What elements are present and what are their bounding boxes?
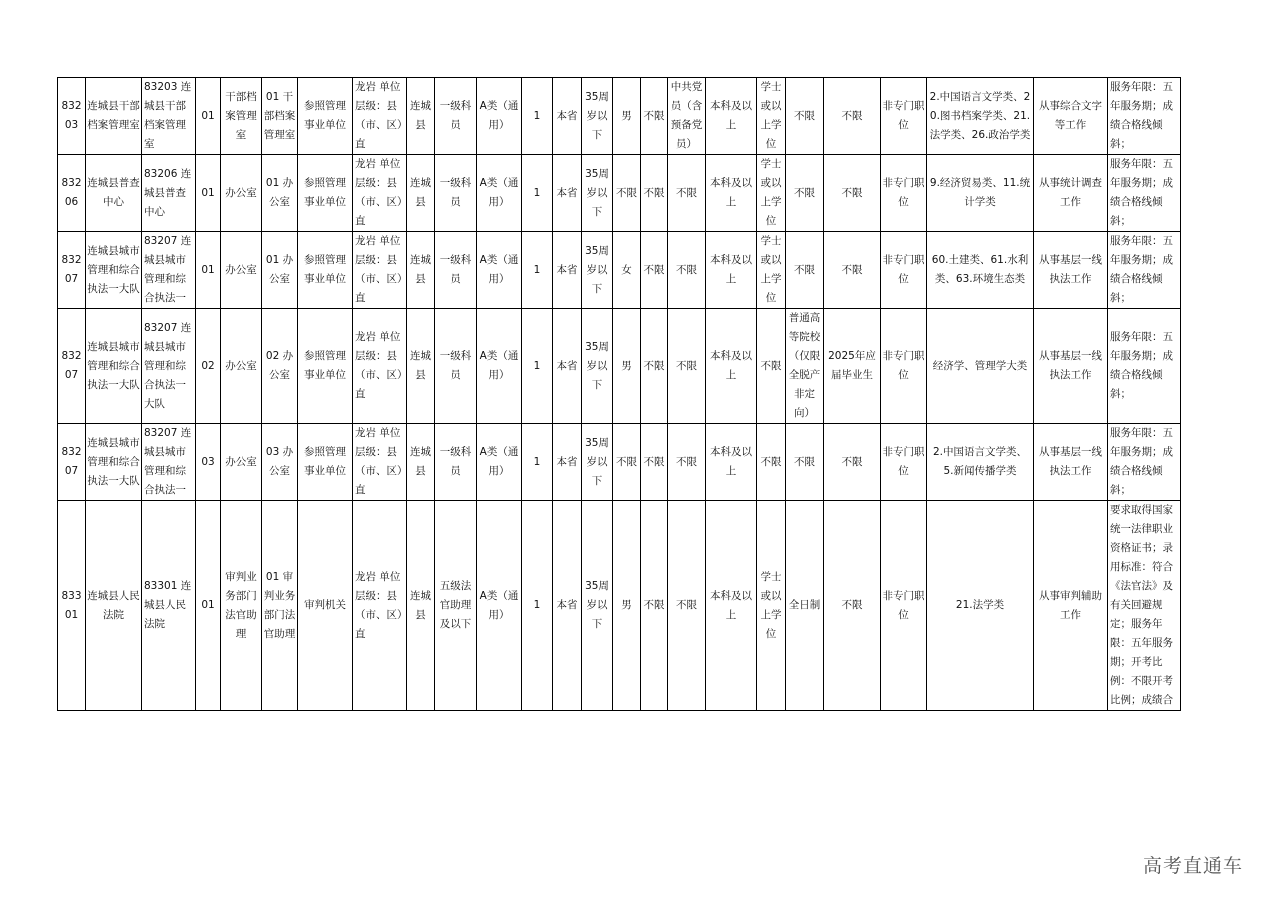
gender-cell: 女 (613, 232, 641, 309)
department-cell: 83301 连城县人民法院 (142, 501, 196, 711)
rank-cell: 一级科员 (435, 78, 477, 155)
unit-level-cell: 龙岩 单位层级：县（市、区）直 (353, 78, 407, 155)
gender-cell: 男 (613, 78, 641, 155)
education-cell: 本科及以上 (706, 501, 757, 711)
district-cell: 连城县 (407, 232, 435, 309)
ethnicity-cell: 不限 (641, 155, 668, 232)
politics-cell: 不限 (668, 232, 706, 309)
position-nature-cell: 非专门职位 (881, 155, 927, 232)
department-cell: 83206 连城县普查中心 (142, 155, 196, 232)
unit-type-cell: 参照管理事业单位 (298, 232, 353, 309)
hire-count-cell: 1 (522, 78, 553, 155)
education-cell: 本科及以上 (706, 232, 757, 309)
unit-level-cell: 龙岩 单位层级：县（市、区）直 (353, 501, 407, 711)
unit-code-cell: 83207 (58, 232, 86, 309)
hire-count-cell: 1 (522, 309, 553, 424)
duty-cell: 从事基层一线执法工作 (1034, 232, 1108, 309)
position-code-cell: 01 办公室 (262, 232, 298, 309)
major-cell: 9.经济贸易类、11.统计学类 (927, 155, 1034, 232)
position-seq-cell: 01 (196, 232, 221, 309)
unit-code-cell: 83207 (58, 309, 86, 424)
unit-name-cell: 连城县普查中心 (86, 155, 142, 232)
graduate-requirement-cell: 2025年应届毕业生 (824, 309, 881, 424)
unit-type-cell: 审判机关 (298, 501, 353, 711)
position-nature-cell: 非专门职位 (881, 501, 927, 711)
position-seq-cell: 01 (196, 78, 221, 155)
position-seq-cell: 01 (196, 155, 221, 232)
duty-cell: 从事审判辅助工作 (1034, 501, 1108, 711)
unit-level-cell: 龙岩 单位层级：县（市、区）直 (353, 424, 407, 501)
school-type-cell: 不限 (786, 78, 824, 155)
table-row (58, 309, 1181, 424)
graduate-requirement-cell: 不限 (824, 78, 881, 155)
unit-level-cell: 龙岩 单位层级：县（市、区）直 (353, 155, 407, 232)
degree-cell: 不限 (757, 309, 786, 424)
watermark-text: 高考直通车 (1143, 855, 1244, 877)
unit-code-cell: 83206 (58, 155, 86, 232)
notes-cell: 服务年限：五年服务期；成绩合格线倾斜； (1108, 78, 1181, 155)
table-row (58, 78, 1181, 155)
graduate-requirement-cell: 不限 (824, 155, 881, 232)
rank-cell: 一级科员 (435, 309, 477, 424)
position-name-cell: 审判业务部门法官助理 (221, 501, 262, 711)
major-cell: 21.法学类 (927, 501, 1034, 711)
recruitment-table (57, 77, 1181, 711)
unit-code-cell: 83203 (58, 78, 86, 155)
degree-cell: 学士或以上学位 (757, 232, 786, 309)
unit-name-cell: 连城县人民法院 (86, 501, 142, 711)
rank-cell: 一级科员 (435, 424, 477, 501)
age-cell: 35周岁以下 (582, 309, 613, 424)
politics-cell: 不限 (668, 424, 706, 501)
position-code-cell: 01 干部档案管理室 (262, 78, 298, 155)
unit-name-cell: 连城县城市管理和综合执法一大队 (86, 424, 142, 501)
position-code-cell: 03 办公室 (262, 424, 298, 501)
ethnicity-cell: 不限 (641, 424, 668, 501)
notes-cell: 服务年限：五年服务期；成绩合格线倾斜； (1108, 155, 1181, 232)
unit-type-cell: 参照管理事业单位 (298, 78, 353, 155)
notes-cell: 要求取得国家统一法律职业资格证书；录用标准：符合《法官法》及有关回避规定；服务年限：五年服务期；开考比例：不限开考比例；成绩合 (1108, 501, 1181, 711)
unit-type-cell: 参照管理事业单位 (298, 155, 353, 232)
department-cell: 83207 连城县城市管理和综合执法一 (142, 424, 196, 501)
politics-cell: 不限 (668, 155, 706, 232)
hire-count-cell: 1 (522, 155, 553, 232)
district-cell: 连城县 (407, 155, 435, 232)
district-cell: 连城县 (407, 78, 435, 155)
graduate-requirement-cell: 不限 (824, 232, 881, 309)
age-cell: 35周岁以下 (582, 424, 613, 501)
rank-cell: 一级科员 (435, 155, 477, 232)
unit-code-cell: 83207 (58, 424, 86, 501)
position-name-cell: 办公室 (221, 232, 262, 309)
hire-count-cell: 1 (522, 501, 553, 711)
unit-name-cell: 连城县城市管理和综合执法一大队 (86, 232, 142, 309)
position-code-cell: 01 审判业务部门法官助理 (262, 501, 298, 711)
origin-cell: 本省 (553, 155, 582, 232)
position-seq-cell: 02 (196, 309, 221, 424)
degree-cell: 学士或以上学位 (757, 501, 786, 711)
age-cell: 35周岁以下 (582, 501, 613, 711)
gender-cell: 男 (613, 309, 641, 424)
graduate-requirement-cell: 不限 (824, 424, 881, 501)
origin-cell: 本省 (553, 78, 582, 155)
degree-cell: 学士或以上学位 (757, 155, 786, 232)
notes-cell: 服务年限：五年服务期；成绩合格线倾斜； (1108, 424, 1181, 501)
department-cell: 83207 连城县城市管理和综合执法一大队 (142, 309, 196, 424)
politics-cell: 中共党员（含预备党员） (668, 78, 706, 155)
ethnicity-cell: 不限 (641, 232, 668, 309)
position-name-cell: 办公室 (221, 309, 262, 424)
duty-cell: 从事综合文字等工作 (1034, 78, 1108, 155)
graduate-requirement-cell: 不限 (824, 501, 881, 711)
unit-type-cell: 参照管理事业单位 (298, 309, 353, 424)
major-cell: 2.中国语言文学类、5.新闻传播学类 (927, 424, 1034, 501)
gender-cell: 男 (613, 501, 641, 711)
major-cell: 60.土建类、61.水利类、63.环境生态类 (927, 232, 1034, 309)
position-nature-cell: 非专门职位 (881, 309, 927, 424)
unit-level-cell: 龙岩 单位层级：县（市、区）直 (353, 232, 407, 309)
hire-count-cell: 1 (522, 232, 553, 309)
school-type-cell: 不限 (786, 232, 824, 309)
exam-type-cell: A类（通用） (477, 309, 522, 424)
school-type-cell: 全日制 (786, 501, 824, 711)
rank-cell: 五级法官助理及以下 (435, 501, 477, 711)
unit-level-cell: 龙岩 单位层级：县（市、区）直 (353, 309, 407, 424)
duty-cell: 从事基层一线执法工作 (1034, 424, 1108, 501)
position-seq-cell: 03 (196, 424, 221, 501)
origin-cell: 本省 (553, 309, 582, 424)
school-type-cell: 不限 (786, 155, 824, 232)
education-cell: 本科及以上 (706, 309, 757, 424)
position-seq-cell: 01 (196, 501, 221, 711)
district-cell: 连城县 (407, 424, 435, 501)
district-cell: 连城县 (407, 501, 435, 711)
department-cell: 83203 连城县干部档案管理室 (142, 78, 196, 155)
table-row (58, 424, 1181, 501)
age-cell: 35周岁以下 (582, 155, 613, 232)
origin-cell: 本省 (553, 501, 582, 711)
gender-cell: 不限 (613, 155, 641, 232)
exam-type-cell: A类（通用） (477, 501, 522, 711)
education-cell: 本科及以上 (706, 424, 757, 501)
age-cell: 35周岁以下 (582, 232, 613, 309)
politics-cell: 不限 (668, 309, 706, 424)
position-code-cell: 02 办公室 (262, 309, 298, 424)
age-cell: 35周岁以下 (582, 78, 613, 155)
position-name-cell: 办公室 (221, 424, 262, 501)
gender-cell: 不限 (613, 424, 641, 501)
origin-cell: 本省 (553, 232, 582, 309)
department-cell: 83207 连城县城市管理和综合执法一 (142, 232, 196, 309)
exam-type-cell: A类（通用） (477, 424, 522, 501)
position-nature-cell: 非专门职位 (881, 424, 927, 501)
degree-cell: 学士或以上学位 (757, 78, 786, 155)
major-cell: 2.中国语言文学类、20.图书档案学类、21.法学类、26.政治学类 (927, 78, 1034, 155)
exam-type-cell: A类（通用） (477, 78, 522, 155)
duty-cell: 从事基层一线执法工作 (1034, 309, 1108, 424)
education-cell: 本科及以上 (706, 78, 757, 155)
position-nature-cell: 非专门职位 (881, 232, 927, 309)
education-cell: 本科及以上 (706, 155, 757, 232)
ethnicity-cell: 不限 (641, 78, 668, 155)
table-row (58, 501, 1181, 711)
district-cell: 连城县 (407, 309, 435, 424)
hire-count-cell: 1 (522, 424, 553, 501)
exam-type-cell: A类（通用） (477, 232, 522, 309)
unit-type-cell: 参照管理事业单位 (298, 424, 353, 501)
unit-name-cell: 连城县干部档案管理室 (86, 78, 142, 155)
ethnicity-cell: 不限 (641, 309, 668, 424)
degree-cell: 不限 (757, 424, 786, 501)
position-code-cell: 01 办公室 (262, 155, 298, 232)
exam-type-cell: A类（通用） (477, 155, 522, 232)
origin-cell: 本省 (553, 424, 582, 501)
table-row (58, 155, 1181, 232)
duty-cell: 从事统计调查工作 (1034, 155, 1108, 232)
politics-cell: 不限 (668, 501, 706, 711)
notes-cell: 服务年限：五年服务期；成绩合格线倾斜； (1108, 232, 1181, 309)
position-name-cell: 办公室 (221, 155, 262, 232)
school-type-cell: 不限 (786, 424, 824, 501)
table-row (58, 232, 1181, 309)
major-cell: 经济学、管理学大类 (927, 309, 1034, 424)
notes-cell: 服务年限：五年服务期；成绩合格线倾斜； (1108, 309, 1181, 424)
school-type-cell: 普通高等院校（仅限全脱产非定向） (786, 309, 824, 424)
unit-name-cell: 连城县城市管理和综合执法一大队 (86, 309, 142, 424)
rank-cell: 一级科员 (435, 232, 477, 309)
position-name-cell: 干部档案管理室 (221, 78, 262, 155)
ethnicity-cell: 不限 (641, 501, 668, 711)
unit-code-cell: 83301 (58, 501, 86, 711)
position-nature-cell: 非专门职位 (881, 78, 927, 155)
